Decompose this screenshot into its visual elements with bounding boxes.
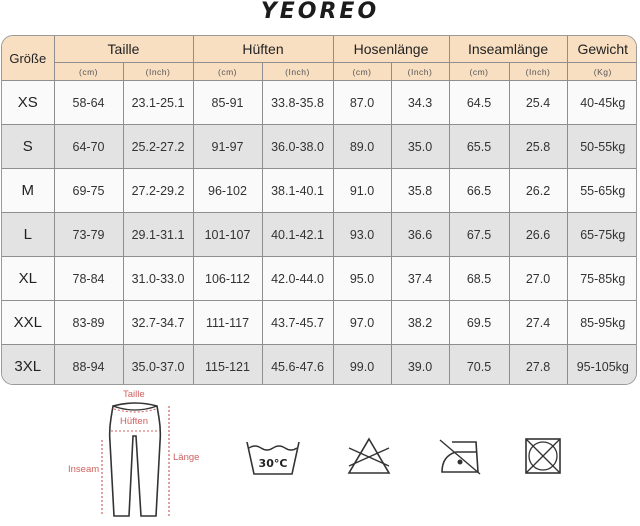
measure-cell: 89.0 — [333, 125, 391, 169]
measure-cell: 70.5 — [449, 345, 509, 386]
measure-cell: 37.4 — [391, 257, 449, 301]
measure-cell: 93.0 — [333, 213, 391, 257]
measure-cell: 27.4 — [509, 301, 567, 345]
pants-measure-diagram — [60, 388, 210, 521]
measure-cell: 26.2 — [509, 169, 567, 213]
table-row — [2, 345, 637, 386]
measure-cell: 25.4 — [509, 81, 567, 125]
measure-cell: 34.3 — [391, 81, 449, 125]
table-row — [2, 213, 637, 257]
measure-cell: 32.7-34.7 — [123, 301, 193, 345]
measure-cell: 68.5 — [449, 257, 509, 301]
unit-label: (Kg) — [567, 63, 637, 81]
size-column-header: Größe — [2, 36, 54, 81]
measure-cell: 23.1-25.1 — [123, 81, 193, 125]
measure-cell: 88-94 — [54, 345, 123, 386]
measure-cell: 39.0 — [391, 345, 449, 386]
measure-cell: 91.0 — [333, 169, 391, 213]
measure-cell: 25.2-27.2 — [123, 125, 193, 169]
table-row — [2, 125, 637, 169]
measure-cell: 75-85kg — [567, 257, 637, 301]
size-cell: XL — [2, 257, 54, 301]
measure-cell: 35.0 — [391, 125, 449, 169]
size-cell: XS — [2, 81, 54, 125]
length-header: Hosenlänge — [333, 36, 449, 63]
measure-cell: 45.6-47.6 — [262, 345, 333, 386]
measure-cell: 50-55kg — [567, 125, 637, 169]
measure-cell: 101-107 — [193, 213, 262, 257]
measure-cell: 42.0-44.0 — [262, 257, 333, 301]
measure-cell: 69.5 — [449, 301, 509, 345]
size-cell: XXL — [2, 301, 54, 345]
table-row — [2, 257, 637, 301]
measure-cell: 35.8 — [391, 169, 449, 213]
measure-cell: 25.8 — [509, 125, 567, 169]
table-row — [2, 81, 637, 125]
measure-cell: 27.0 — [509, 257, 567, 301]
inseam-header: Inseamlänge — [449, 36, 567, 63]
unit-label: (Inch) — [262, 63, 333, 81]
measure-cell: 38.2 — [391, 301, 449, 345]
measure-cell: 33.8-35.8 — [262, 81, 333, 125]
unit-label: (cm) — [193, 63, 262, 81]
measure-cell: 29.1-31.1 — [123, 213, 193, 257]
unit-label: (Inch) — [123, 63, 193, 81]
care-section — [0, 388, 640, 521]
measure-cell: 85-91 — [193, 81, 262, 125]
brand-logo: YEOREO — [260, 0, 380, 24]
size-cell: L — [2, 213, 54, 257]
measure-cell: 64-70 — [54, 125, 123, 169]
do-not-tumble-dry-icon — [523, 436, 563, 481]
hips-label: Hüften — [120, 416, 148, 427]
measure-cell: 35.0-37.0 — [123, 345, 193, 386]
measure-cell: 115-121 — [193, 345, 262, 386]
measure-cell: 83-89 — [54, 301, 123, 345]
length-label: Länge — [173, 452, 200, 463]
measure-cell: 95.0 — [333, 257, 391, 301]
size-cell: 3XL — [2, 345, 54, 386]
unit-label: (cm) — [449, 63, 509, 81]
measure-cell: 96-102 — [193, 169, 262, 213]
measure-cell: 85-95kg — [567, 301, 637, 345]
measure-cell: 43.7-45.7 — [262, 301, 333, 345]
measure-cell: 73-79 — [54, 213, 123, 257]
measure-cell: 111-117 — [193, 301, 262, 345]
measure-cell: 40-45kg — [567, 81, 637, 125]
measure-cell: 26.6 — [509, 213, 567, 257]
measure-cell: 64.5 — [449, 81, 509, 125]
measure-cell: 67.5 — [449, 213, 509, 257]
measure-cell: 55-65kg — [567, 169, 637, 213]
measure-cell: 27.8 — [509, 345, 567, 386]
measure-cell: 95-105kg — [567, 345, 637, 386]
measure-cell: 66.5 — [449, 169, 509, 213]
do-not-bleach-icon — [347, 436, 391, 481]
measure-cell: 106-112 — [193, 257, 262, 301]
measure-cell: 36.6 — [391, 213, 449, 257]
measure-cell: 40.1-42.1 — [262, 213, 333, 257]
measure-cell: 27.2-29.2 — [123, 169, 193, 213]
measure-cell: 99.0 — [333, 345, 391, 386]
table-row — [2, 301, 637, 345]
unit-label: (cm) — [333, 63, 391, 81]
measure-cell: 31.0-33.0 — [123, 257, 193, 301]
wash-30-icon — [245, 438, 301, 481]
waist-header: Taille — [54, 36, 193, 63]
measure-cell: 91-97 — [193, 125, 262, 169]
size-cell: S — [2, 125, 54, 169]
unit-label: (cm) — [54, 63, 123, 81]
weight-header: Gewicht — [567, 36, 637, 63]
inseam-label: Inseam — [68, 464, 100, 475]
measure-cell: 36.0-38.0 — [262, 125, 333, 169]
unit-label: (Inch) — [391, 63, 449, 81]
measure-cell: 87.0 — [333, 81, 391, 125]
do-not-iron-icon — [438, 436, 482, 481]
measure-cell: 65-75kg — [567, 213, 637, 257]
measure-cell: 78-84 — [54, 257, 123, 301]
size-cell: M — [2, 169, 54, 213]
measure-cell: 38.1-40.1 — [262, 169, 333, 213]
svg-text:30°C: 30°C — [258, 457, 288, 470]
table-row — [2, 169, 637, 213]
hips-header: Hüften — [193, 36, 333, 63]
measure-cell: 58-64 — [54, 81, 123, 125]
measure-cell: 69-75 — [54, 169, 123, 213]
unit-label: (Inch) — [509, 63, 567, 81]
measure-cell: 97.0 — [333, 301, 391, 345]
measure-cell: 65.5 — [449, 125, 509, 169]
waist-label: Taille — [123, 389, 145, 400]
size-chart — [1, 35, 637, 385]
